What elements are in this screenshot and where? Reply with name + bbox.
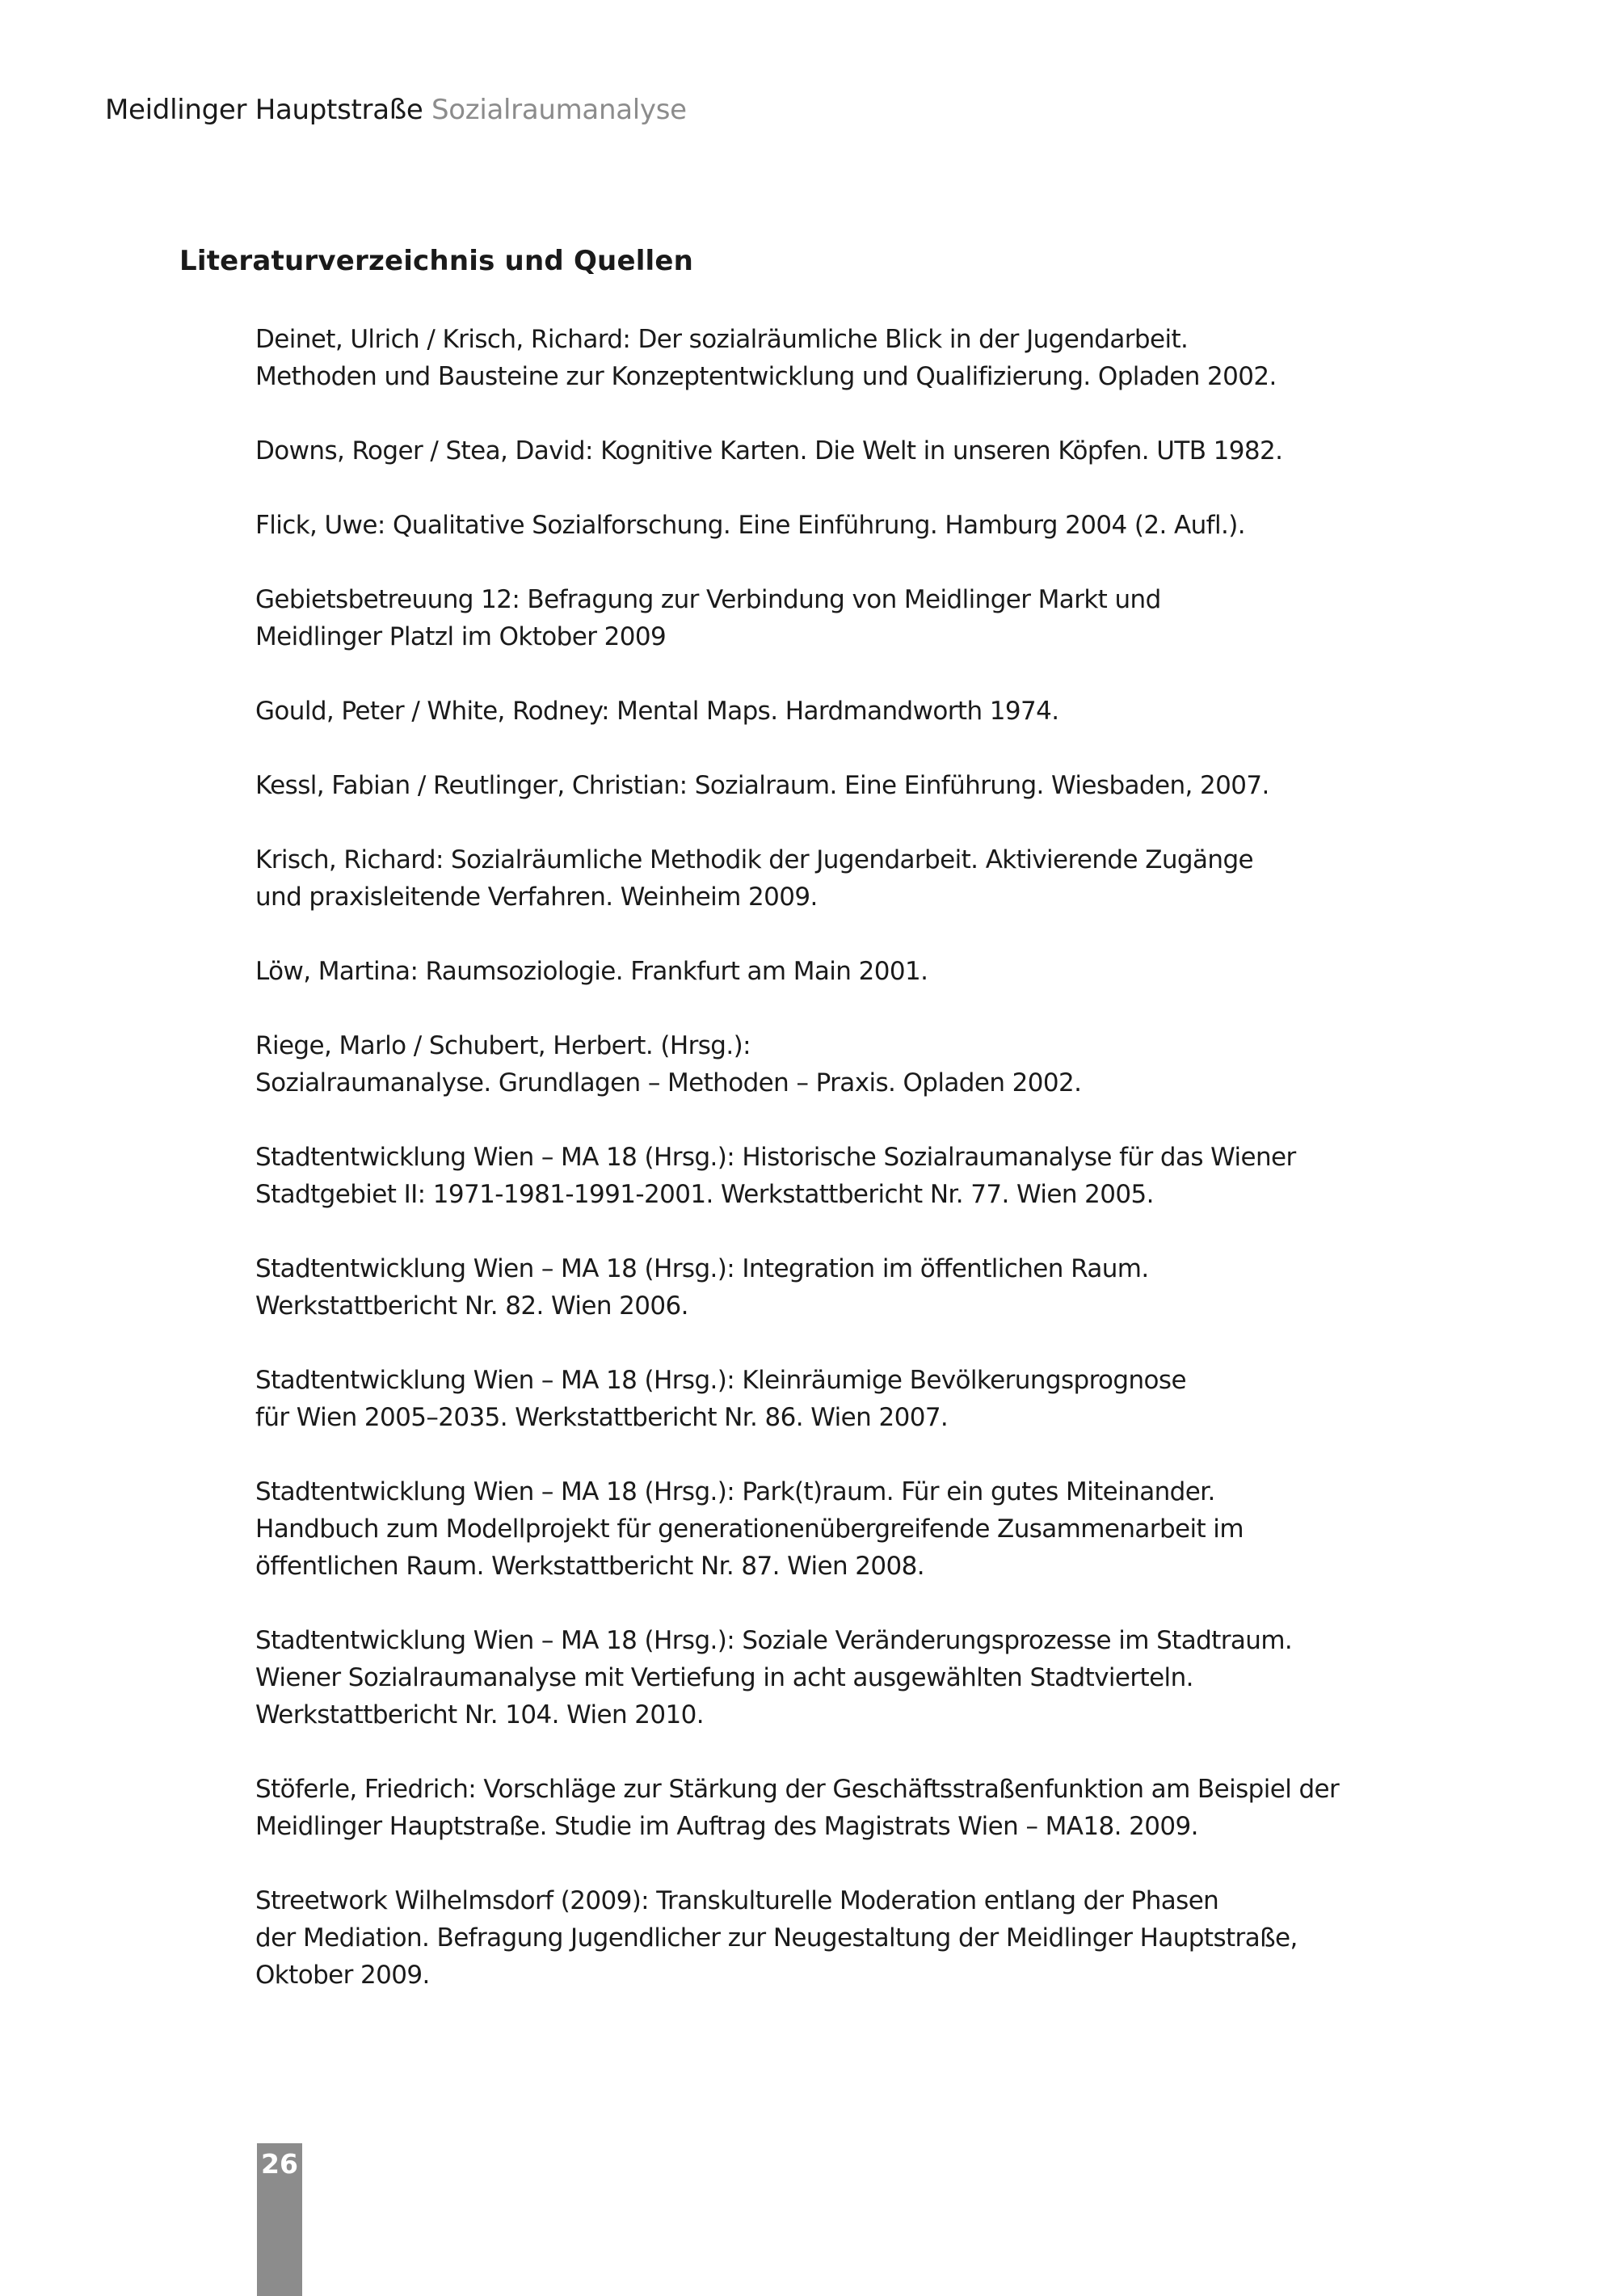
reference-entry [255, 1139, 1306, 1213]
reference-line: Stadtentwicklung Wien – MA 18 (Hrsg.): Soziale Veränderungsprozesse im Stadtraum. [255, 1626, 1293, 1655]
reference-line: Kessl, Fabian / Reutlinger, Christian: Sozialraum. Eine Einführung. Wiesbaden, 2007. [255, 771, 1269, 800]
reference-line: Werkstattbericht Nr. 104. Wien 2010. [255, 1700, 705, 1729]
reference-line: Werkstattbericht Nr. 82. Wien 2006. [255, 1291, 688, 1321]
reference-line: Riege, Marlo / Schubert, Herbert. (Hrsg.): [255, 1031, 751, 1060]
reference-line: der Mediation. Befragung Jugendlicher zur Neugestaltung der Meidlinger Hauptstraße, [255, 1923, 1298, 1953]
reference-line: Sozialraumanalyse. Grundlagen – Methoden – Praxis. Opladen 2002. [255, 1068, 1082, 1097]
page-number-tab [257, 2143, 302, 2296]
reference-line: Stadtentwicklung Wien – MA 18 (Hrsg.): Historische Sozialraumanalyse für das Wiener [255, 1143, 1296, 1172]
section-heading: Literaturverzeichnis und Quellen [179, 245, 694, 277]
reference-line: für Wien 2005–2035. Werkstattbericht Nr. 86. Wien 2007. [255, 1403, 949, 1432]
reference-entry [255, 767, 1306, 804]
reference-line: Flick, Uwe: Qualitative Sozialforschung. Eine Einführung. Hamburg 2004 (2. Aufl.). [255, 511, 1245, 540]
reference-line: Gebietsbetreuung 12: Befragung zur Verbindung von Meidlinger Markt und [255, 585, 1161, 614]
reference-line: Stadtentwicklung Wien – MA 18 (Hrsg.): Park(t)raum. Für ein gutes Miteinander. [255, 1477, 1215, 1506]
reference-line: Streetwork Wilhelmsdorf (2009): Transkulturelle Moderation entlang der Phasen [255, 1886, 1219, 1915]
reference-line: und praxisleitende Verfahren. Weinheim 2009. [255, 883, 818, 912]
reference-line: Downs, Roger / Stea, David: Kognitive Karten. Die Welt in unseren Köpfen. UTB 1982. [255, 436, 1283, 466]
reference-entry [255, 1473, 1306, 1585]
reference-entry [255, 1771, 1340, 1845]
running-header [105, 94, 687, 126]
reference-line: Handbuch zum Modellprojekt für generationenübergreifende Zusammenarbeit im [255, 1515, 1244, 1544]
reference-line: öffentlichen Raum. Werkstattbericht Nr. 87. Wien 2008. [255, 1552, 925, 1581]
document-subtitle: Sozialraumanalyse [431, 94, 687, 126]
reference-line: Stadtgebiet II: 1971-1981-1991-2001. Werkstattbericht Nr. 77. Wien 2005. [255, 1180, 1154, 1209]
reference-entry [255, 581, 1306, 655]
reference-entry [255, 953, 1306, 990]
reference-entry [255, 1882, 1306, 1994]
reference-line: Stöferle, Friedrich: Vorschläge zur Stärkung der Geschäftsstraßenfunktion am Beispiel der [255, 1775, 1340, 1804]
reference-entry [255, 1622, 1306, 1734]
reference-entry [255, 507, 1306, 544]
reference-line: Deinet, Ulrich / Krisch, Richard: Der sozialräumliche Blick in der Jugendarbeit. [255, 325, 1189, 354]
reference-entry [255, 1027, 1306, 1102]
reference-line: Meidlinger Hauptstraße. Studie im Auftrag des Magistrats Wien – MA18. 2009. [255, 1812, 1198, 1841]
reference-line: Löw, Martina: Raumsoziologie. Frankfurt am Main 2001. [255, 957, 928, 986]
reference-entry [255, 1362, 1306, 1436]
reference-line: Methoden und Bausteine zur Konzeptentwicklung und Qualifizierung. Opladen 2002. [255, 362, 1277, 391]
reference-line: Meidlinger Platzl im Oktober 2009 [255, 622, 667, 651]
reference-entry [255, 1250, 1306, 1325]
reference-entry [255, 321, 1306, 395]
reference-line: Gould, Peter / White, Rodney: Mental Maps. Hardmandworth 1974. [255, 697, 1059, 726]
reference-entry [255, 432, 1306, 470]
reference-line: Stadtentwicklung Wien – MA 18 (Hrsg.): Integration im öffentlichen Raum. [255, 1254, 1149, 1283]
reference-line: Krisch, Richard: Sozialräumliche Methodik der Jugendarbeit. Aktivierende Zugänge [255, 845, 1253, 874]
reference-list [255, 321, 1340, 2031]
reference-line: Stadtentwicklung Wien – MA 18 (Hrsg.): Kleinräumige Bevölkerungsprognose [255, 1366, 1186, 1395]
reference-line: Wiener Sozialraumanalyse mit Vertiefung in acht ausgewählten Stadtvierteln. [255, 1663, 1193, 1692]
reference-entry [255, 693, 1306, 730]
reference-entry [255, 841, 1306, 916]
page-number: 26 [261, 2148, 298, 2180]
reference-line: Oktober 2009. [255, 1961, 430, 1990]
document-title: Meidlinger Hauptstraße [105, 94, 423, 126]
